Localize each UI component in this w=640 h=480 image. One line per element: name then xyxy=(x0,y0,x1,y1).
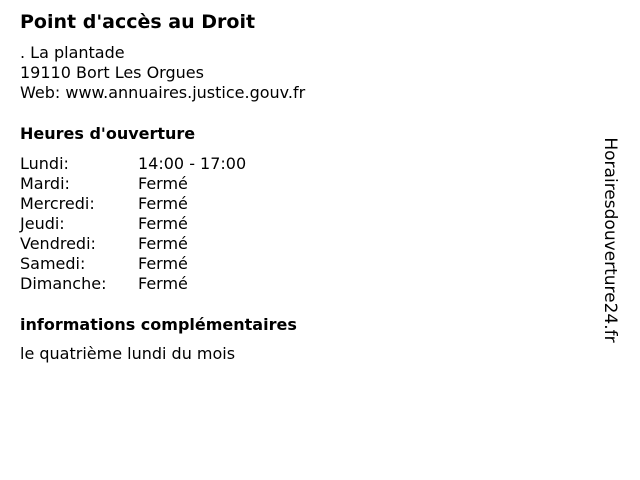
additional-info-text: le quatrième lundi du mois xyxy=(20,344,236,363)
hours-value: Fermé xyxy=(138,274,188,293)
hours-value: Fermé xyxy=(138,234,188,253)
hours-value: Fermé xyxy=(138,194,188,213)
day-label: Dimanche: xyxy=(20,274,107,293)
hours-value: Fermé xyxy=(138,214,188,233)
hours-value: Fermé xyxy=(138,174,188,193)
website-link[interactable]: Web: www.annuaires.justice.gouv.fr xyxy=(20,83,306,102)
hours-row-saturday xyxy=(20,254,246,274)
watermark: Horairesdouverture24.fr xyxy=(600,137,620,343)
hours-row-tuesday xyxy=(20,174,246,194)
day-label: Mercredi: xyxy=(20,194,95,213)
hours-row-sunday xyxy=(20,274,246,294)
additional-info-heading: informations complémentaires xyxy=(20,315,297,334)
hours-row-monday xyxy=(20,154,246,174)
day-label: Vendredi: xyxy=(20,234,96,253)
page-title: Point d'accès au Droit xyxy=(20,11,256,33)
hours-row-wednesday xyxy=(20,194,246,214)
opening-hours-heading: Heures d'ouverture xyxy=(20,124,196,143)
address-street: . La plantade xyxy=(20,43,125,62)
opening-hours-table xyxy=(20,154,246,294)
address-block xyxy=(20,43,305,103)
day-label: Jeudi: xyxy=(20,214,65,233)
day-label: Samedi: xyxy=(20,254,86,273)
hours-row-friday xyxy=(20,234,246,254)
hours-value: Fermé xyxy=(138,254,188,273)
day-label: Lundi: xyxy=(20,154,69,173)
address-city: 19110 Bort Les Orgues xyxy=(20,63,204,82)
hours-value: 14:00 - 17:00 xyxy=(138,154,247,173)
hours-row-thursday xyxy=(20,214,246,234)
day-label: Mardi: xyxy=(20,174,70,193)
